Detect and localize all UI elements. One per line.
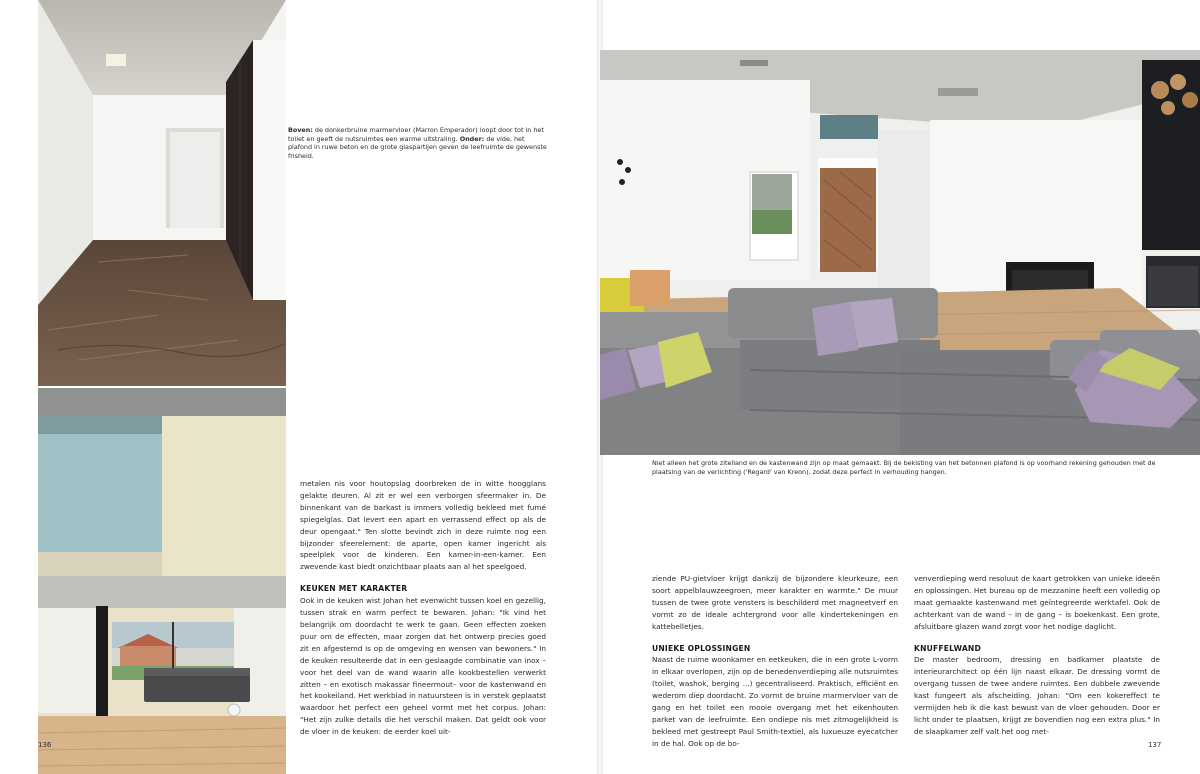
caption-right: Niet alleen het grote zitelland en de kastenwand zijn op maat gemaakt. Bij de bekisting van het betonnen plafond is op voorhand rekening gehouden met de plaatsing van de verlichting ('Regard' van Kreon), zodat deze perfect in verhouding hangen.	[652, 459, 1156, 476]
hallway-marble-illustration	[38, 0, 286, 386]
page-number-right: 137	[1148, 741, 1162, 749]
page-number-left: 136	[38, 741, 52, 749]
column-2-paragraph-2: Naast de ruime woonkamer en eetkeuken, die in een grote L-vorm in elkaar overlopen, zijn op de benedenverdieping alle nutsruimtes (toilet, washok, berging ...) gecentraliseerd. Praktisch, efficiënt en wederom diep doordacht. Zo vormt de bruine marmervloer van de gang en het toilet een mooie overgang met het eikenhouten parket van de leefruimte. Een ondiepe nis met zitmogelijkheid is bekleed met gestreept Paul Smith-textiel, als luxueuze eyecatcher in de hal. Ook op de bo-	[652, 655, 898, 748]
column-1-paragraph-2: Ook in de keuken wist Johan het evenwicht tussen koel en gezellig, tussen strak en warm perfect te bewaren. Johan: "Ik vind het belangrijk om doordacht te werk te gaan. Geen effecten zoeken puur om de effecten, maar zorgen dat het ontwerp precies goed zit en afgestemd is op de omgeving en wensen van bewoners." In de keuken resulteerde dat in een geslaagde combinatie van inox – voor het deel van de wand waarin alle kookbestellen verwerkt zitten – en exotisch makassar fineermout– voor de kastenwand en het kookeiland. Het werkblad in natuursteen is in verstek geplaatst waardoor het perfect een geheel vormt met het corpus. Johan: "Het zijn zulke details die het verschil maken. Dat geldt ook voor de vloer in de keuken: de eerder koel uit-	[300, 596, 546, 737]
living-room-void-illustration	[38, 388, 286, 774]
hallway-marble-photo	[38, 0, 286, 386]
column-3-paragraph-1: venverdieping werd resoluut de kaart getrokken van unieke ideeën en oplossingen. Het bureau op de mezzanine heeft een volledig op maat gemaakte kastenwand met geïntegreerde werktafel. Ook de achterkant van de wand – in de gang – is boekenkast. Een grote, afsluitbare glazen wand zorgt voor het nodige daglicht.	[914, 574, 1160, 631]
caption-top	[288, 126, 550, 160]
sofa-living-room-illustration	[600, 50, 1200, 455]
caption-label-bottom: Onder:	[459, 134, 485, 143]
column-2	[652, 573, 898, 750]
column-1-paragraph-1: metalen nis voor houtopslag doorbreken de in witte hoogglans gelakte deuren. Al zit er wel een verborgen sfeermaker in. De binnenkant van de barkast is immers volledig bekleed met fumé spiegelglas. Dat levert een apart en verrassend effect op als de deur opengaat." Ten slotte bevindt zich in deze ruimte nog een bijzonder sfeerelement: de aparte, open kamer ingericht als speelplek voor de kinderen. Een kamer-in-een-kamer. Een zwevende kast biedt onzichtbaar plaats aan al het speelgoed.	[300, 479, 546, 572]
caption-text-top: de donkerbruine marmervloer (Marron Emperador) loopt door tot in het toilet en geeft de nutsruimtes een warme uitstraling.	[288, 126, 544, 143]
caption-text-bottom: de vide, het plafond in ruwe beton en de grote glaspartijen geven de leefruimte de gewenste frisheid.	[288, 134, 547, 160]
heading-keuken-met-karakter: KEUKEN MET KARAKTER	[300, 584, 408, 594]
column-2-paragraph-1: ziende PU-gietvloer krijgt dankzij de bijzondere kleurkeuze, een soort appelblauwzeegroen, meer karakter en warmte." De muur tussen de twee grote vensters is beschilderd met magneetverf en vormt zo de ideale achtergrond voor alle kindertekeningen en kattebelletjes.	[652, 574, 898, 631]
column-1	[300, 478, 546, 738]
column-3-paragraph-2: De master bedroom, dressing en badkamer plaatste de interieurarchitect op één lijn naast elkaar. De dressing vormt de overgang tussen de twee andere ruimtes. Een dubbele zwevende kast fungeert als afscheiding. Johan: "Om een kokereffect te vermijden heb ik die kast bewust van de vloer gehouden. Door er licht onder te plaatsen, krijgt ze bovendien nog een extra plus." In de slaapkamer zelf valt het oog met-	[914, 655, 1160, 736]
heading-unieke-oplossingen: UNIEKE OPLOSSINGEN	[652, 643, 751, 653]
caption-label-top: Boven:	[288, 126, 313, 134]
sofa-living-room-photo	[600, 50, 1200, 455]
heading-knuffelwand: KNUFFELWAND	[914, 643, 981, 653]
column-3	[914, 573, 1160, 738]
living-room-void-photo	[38, 388, 286, 774]
